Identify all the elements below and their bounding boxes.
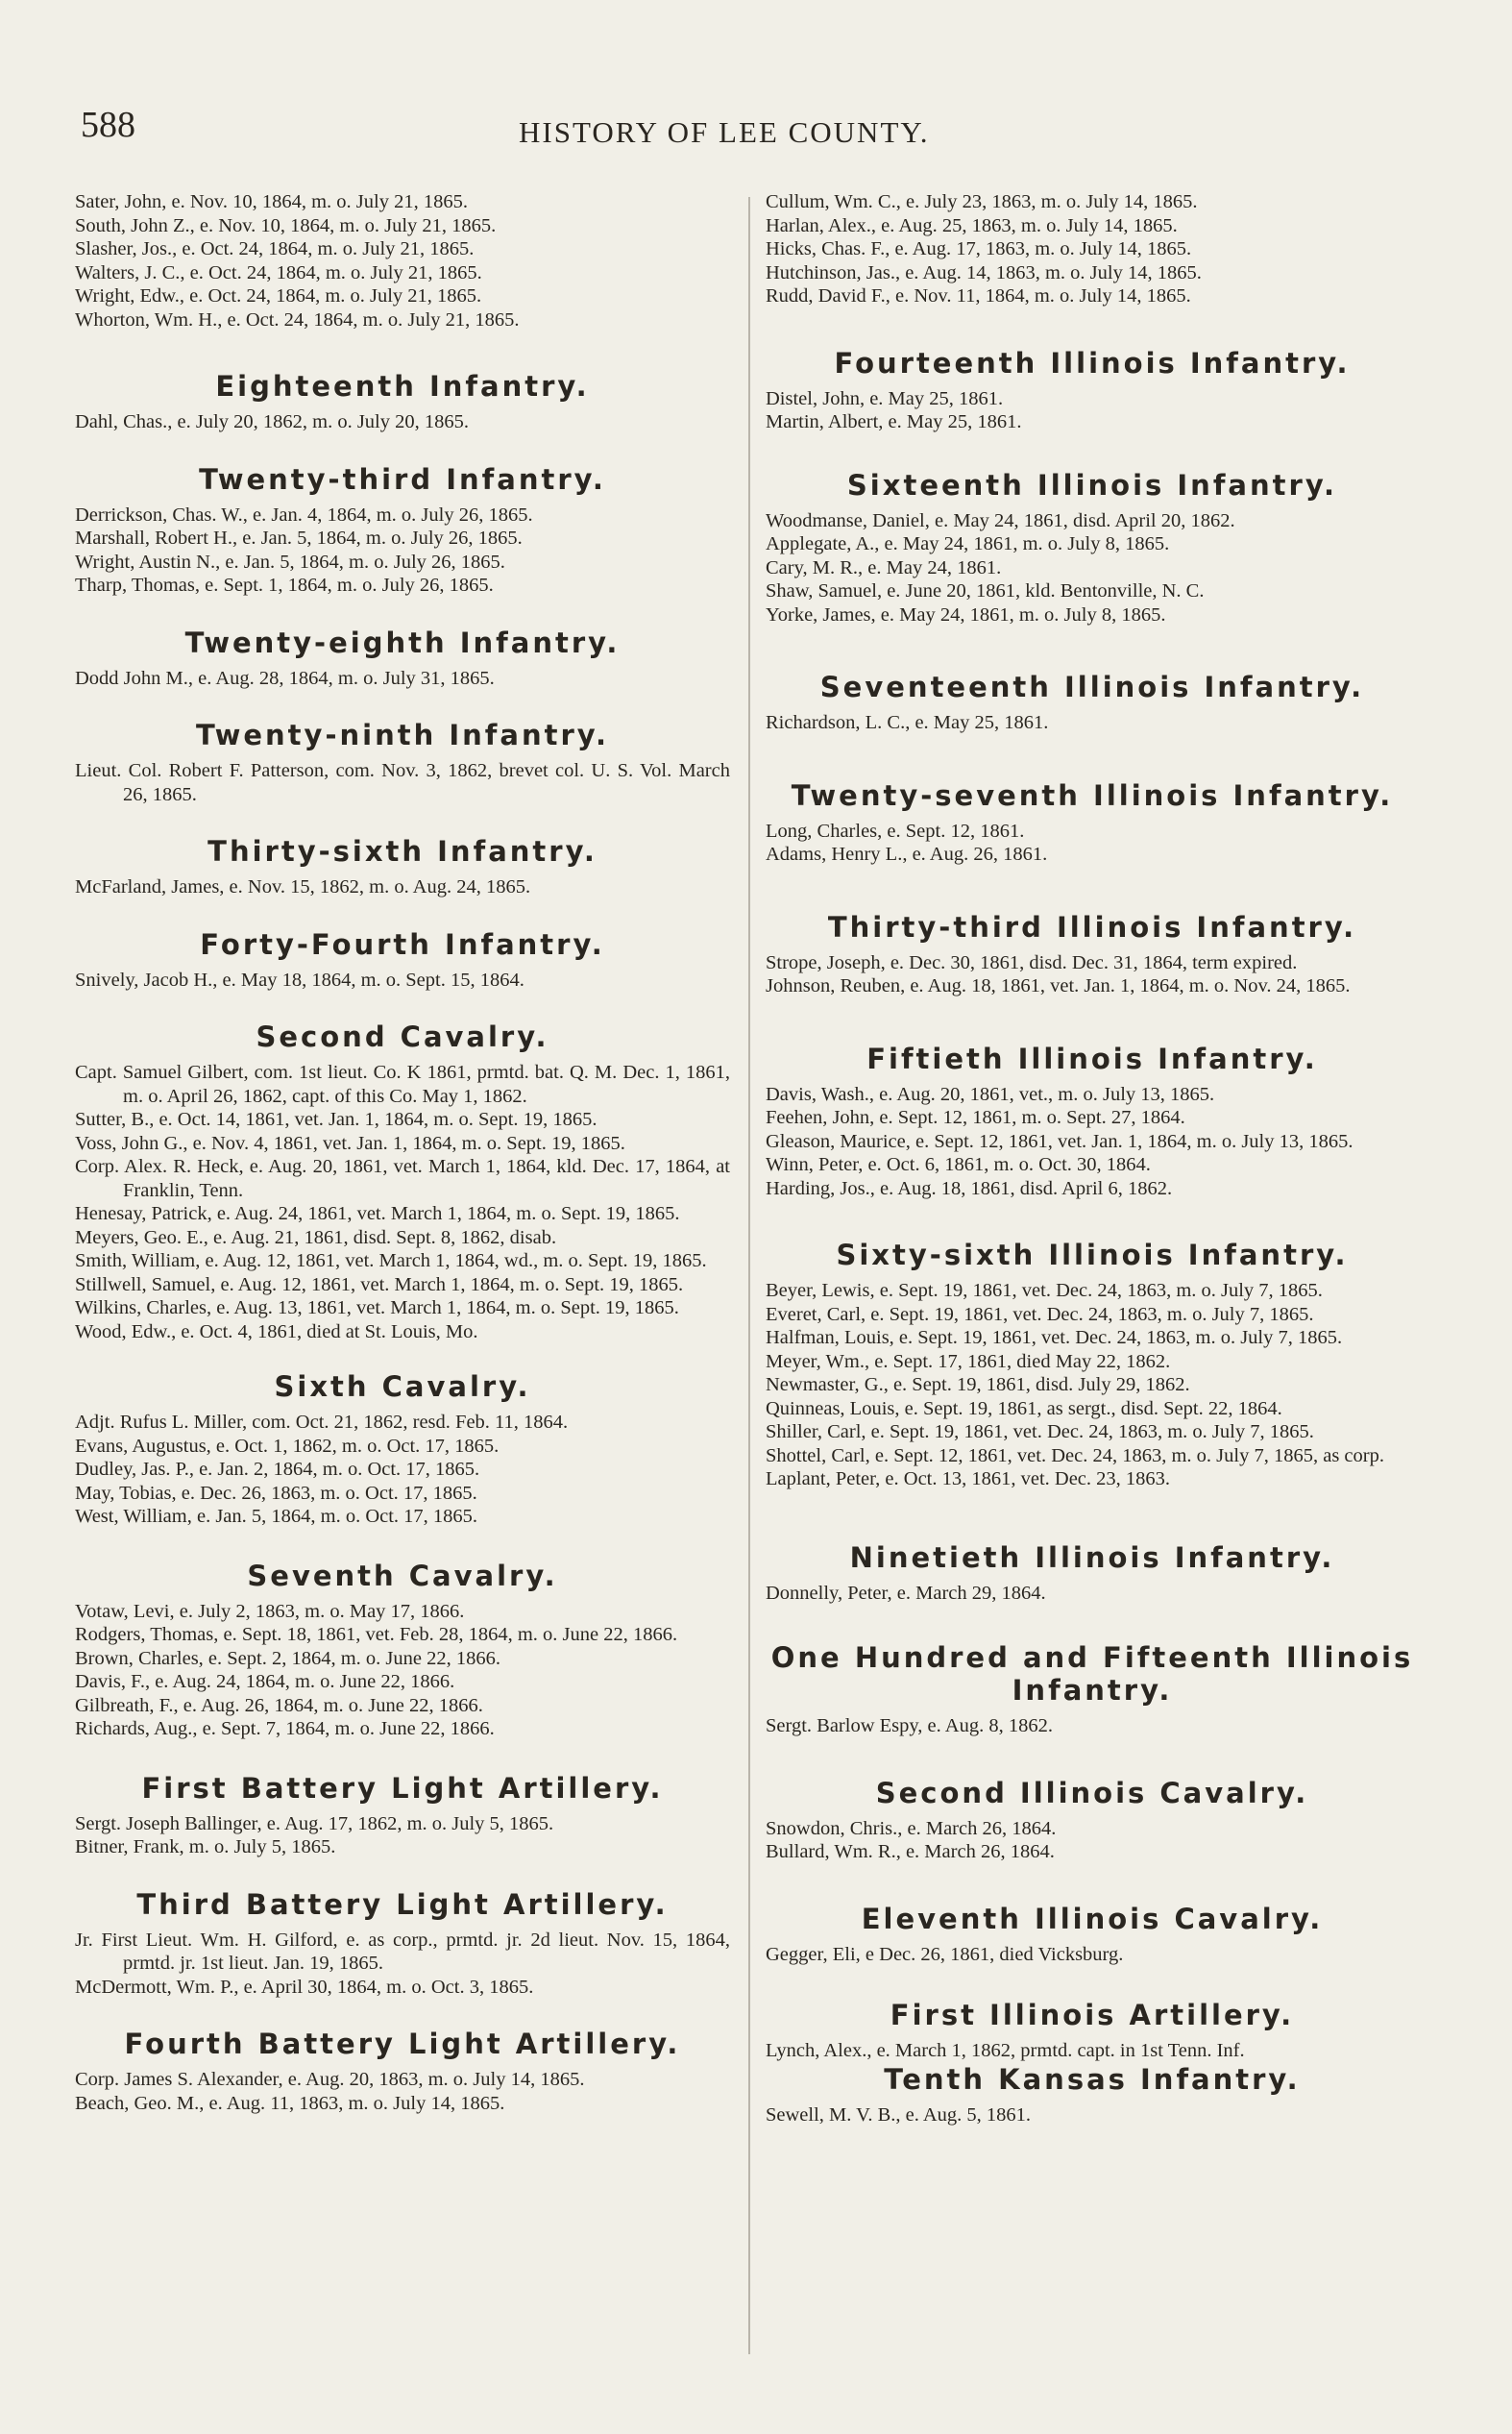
roster-entry: Hicks, Chas. F., e. Aug. 17, 1863, m. o. July 14, 1865. <box>766 238 1192 259</box>
section-heading: Twenty-eighth Infantry. <box>184 626 621 659</box>
section-heading: Eleventh Illinois Cavalry. <box>861 1902 1324 1935</box>
roster-entry: Cullum, Wm. C., e. July 23, 1863, m. o. July 14, 1865. <box>766 191 1198 212</box>
roster-entry: Shiller, Carl, e. Sept. 19, 1861, vet. Dec. 24, 1863, m. o. July 7, 1865. <box>766 1421 1314 1442</box>
regiment-section <box>766 1641 1419 1738</box>
roster-entry: Whorton, Wm. H., e. Oct. 24, 1864, m. o. July 21, 1865. <box>75 308 520 331</box>
section-heading: Twenty-seventh Illinois Infantry. <box>791 778 1394 812</box>
roster-entry: McFarland, James, e. Nov. 15, 1862, m. o. Aug. 24, 1865. <box>75 876 531 897</box>
section-heading: Third Battery Light Artillery. <box>136 1887 669 1921</box>
section-heading: Twenty-ninth Infantry. <box>195 719 610 751</box>
section-heading: Thirty-sixth Infantry. <box>207 835 597 868</box>
regiment-section <box>766 1541 1419 1606</box>
roster-entry: Richards, Aug., e. Sept. 7, 1864, m. o. June 22, 1866. <box>75 1718 495 1739</box>
roster-entry: Shaw, Samuel, e. June 20, 1861, kld. Bentonville, N. C. <box>766 580 1205 602</box>
regiment-section <box>766 1999 1419 2063</box>
regiment-section <box>766 671 1419 735</box>
section-heading: Second Cavalry. <box>256 1020 549 1053</box>
roster-entry: Sergt. Joseph Ballinger, e. Aug. 17, 1862, m. o. July 5, 1865. <box>75 1812 554 1834</box>
roster-entry: Jr. First Lieut. Wm. H. Gilford, e. as corp., prmtd. jr. 2d lieut. Nov. 15, 1864, prmtd. jr. 1st lieut. Jan. 19, 1865. <box>75 1929 730 1974</box>
roster-entry: Walters, J. C., e. Oct. 24, 1864, m. o. July 21, 1865. <box>75 261 482 283</box>
regiment-section <box>75 463 730 598</box>
section-heading: Eighteenth Infantry. <box>215 370 590 403</box>
roster-entry: Capt. Samuel Gilbert, com. 1st lieut. Co. K 1861, prmtd. bat. Q. M. Dec. 1, 1861, m. o. April 26, 1862, capt. of this Co. May 1, 1862. <box>75 1062 730 1107</box>
roster-entry: Adjt. Rufus L. Miller, com. Oct. 21, 1862, resd. Feb. 11, 1864. <box>75 1412 569 1433</box>
roster-entry: Marshall, Robert H., e. Jan. 5, 1864, m. o. July 26, 1865. <box>75 528 523 549</box>
page-number: 588 <box>81 105 135 145</box>
regiment-section <box>766 1903 1419 1967</box>
roster-entry: Martin, Albert, e. May 25, 1861. <box>766 411 1022 432</box>
roster-entry: Sutter, B., e. Oct. 14, 1861, vet. Jan. 1, 1864, m. o. Sept. 19, 1865. <box>75 1109 597 1130</box>
section-heading: Fiftieth Illinois Infantry. <box>866 1042 1318 1075</box>
roster-entry: Strope, Joseph, e. Dec. 30, 1861, disd. Dec. 31, 1864, term expired. <box>766 951 1298 973</box>
section-heading: Sixty-sixth Illinois Infantry. <box>836 1239 1349 1271</box>
regiment-section <box>75 1560 730 1741</box>
roster-entry: Beyer, Lewis, e. Sept. 19, 1861, vet. Dec. 24, 1863, m. o. July 7, 1865. <box>766 1280 1323 1301</box>
left-column <box>75 190 730 2115</box>
regiment-section <box>766 1239 1419 1491</box>
roster-entry: Newmaster, G., e. Sept. 19, 1861, disd. July 29, 1862. <box>766 1374 1190 1395</box>
roster-entry: Snowdon, Chris., e. March 26, 1864. <box>766 1817 1057 1839</box>
roster-entry: Bullard, Wm. R., e. March 26, 1864. <box>766 1841 1055 1862</box>
section-heading: Fourteenth Illinois Infantry. <box>834 346 1351 380</box>
roster-entry: Smith, William, e. Aug. 12, 1861, vet. March 1, 1864, wd., m. o. Sept. 19, 1865. <box>75 1250 707 1271</box>
section-heading: First Battery Light Artillery. <box>141 1771 664 1805</box>
regiment-section <box>75 1888 730 2000</box>
section-heading: Sixth Cavalry. <box>274 1370 531 1403</box>
roster-entry: Meyer, Wm., e. Sept. 17, 1861, died May 22, 1862. <box>766 1350 1171 1372</box>
roster-entry: Sewell, M. V. B., e. Aug. 5, 1861. <box>766 2103 1032 2126</box>
roster-entry: May, Tobias, e. Dec. 26, 1863, m. o. Oct. 17, 1865. <box>75 1482 477 1504</box>
roster-entry: Lieut. Col. Robert F. Patterson, com. Nov. 3, 1862, brevet col. U. S. Vol. March 26, 1865. <box>75 760 730 805</box>
roster-entry: Hutchinson, Jas., e. Aug. 14, 1863, m. o. July 14, 1865. <box>766 261 1202 283</box>
regiment-section <box>766 2063 1419 2127</box>
roster-entry: Gilbreath, F., e. Aug. 26, 1864, m. o. June 22, 1866. <box>75 1694 483 1716</box>
roster-entry: West, William, e. Jan. 5, 1864, m. o. Oct. 17, 1865. <box>75 1506 478 1527</box>
roster-entry: Rodgers, Thomas, e. Sept. 18, 1861, vet. Feb. 28, 1864, m. o. June 22, 1866. <box>75 1624 678 1645</box>
roster-entry: Meyers, Geo. E., e. Aug. 21, 1861, disd. Sept. 8, 1862, disab. <box>75 1226 557 1248</box>
roster-entry: Harlan, Alex., e. Aug. 25, 1863, m. o. July 14, 1865. <box>766 214 1178 236</box>
regiment-section <box>75 370 730 434</box>
roster-entry: Dodd John M., e. Aug. 28, 1864, m. o. July 31, 1865. <box>75 667 495 689</box>
roster-entry: Laplant, Peter, e. Oct. 13, 1861, vet. Dec. 23, 1863. <box>766 1468 1171 1489</box>
section-heading: Ninetieth Illinois Infantry. <box>849 1540 1335 1574</box>
section-heading: Sixteenth Illinois Infantry. <box>846 468 1338 502</box>
roster-entry: McDermott, Wm. P., e. April 30, 1864, m. o. Oct. 3, 1865. <box>75 1976 534 1998</box>
roster-entry: Distel, John, e. May 25, 1861. <box>766 387 1004 409</box>
roster-entry: Donnelly, Peter, e. March 29, 1864. <box>766 1582 1046 1604</box>
roster-entry: Richardson, L. C., e. May 25, 1861. <box>766 712 1049 733</box>
regiment-section <box>766 1777 1419 1864</box>
regiment-section <box>75 1370 730 1529</box>
roster-entry: Rudd, David F., e. Nov. 11, 1864, m. o. July 14, 1865. <box>766 285 1191 307</box>
roster-entry: Quinneas, Louis, e. Sept. 19, 1861, as sergt., disd. Sept. 22, 1864. <box>766 1397 1282 1419</box>
roster-entry: Harding, Jos., e. Aug. 18, 1861, disd. April 6, 1862. <box>766 1177 1173 1199</box>
regiment-section <box>766 347 1419 434</box>
regiment-section <box>75 835 730 899</box>
roster-entry: Cary, M. R., e. May 24, 1861. <box>766 556 1002 578</box>
page-header <box>0 104 1512 161</box>
regiment-section <box>766 190 1419 308</box>
roster-entry: Henesay, Patrick, e. Aug. 24, 1861, vet. March 1, 1864, m. o. Sept. 19, 1865. <box>75 1203 680 1224</box>
roster-entry: Corp. James S. Alexander, e. Aug. 20, 1863, m. o. July 14, 1865. <box>75 2069 585 2090</box>
regiment-section <box>75 190 730 332</box>
roster-entry: Applegate, A., e. May 24, 1861, m. o. July 8, 1865. <box>766 533 1170 554</box>
column-divider <box>748 197 750 2354</box>
section-heading: Forty-Fourth Infantry. <box>200 927 605 961</box>
roster-entry: Johnson, Reuben, e. Aug. 18, 1861, vet. Jan. 1, 1864, m. o. Nov. 24, 1865. <box>766 975 1351 996</box>
section-heading: Seventeenth Illinois Infantry. <box>819 671 1365 703</box>
roster-entry: Bitner, Frank, m. o. July 5, 1865. <box>75 1836 336 1857</box>
roster-entry: South, John Z., e. Nov. 10, 1864, m. o. July 21, 1865. <box>75 214 497 236</box>
roster-entry: Tharp, Thomas, e. Sept. 1, 1864, m. o. July 26, 1865. <box>75 575 494 596</box>
roster-entry: Beach, Geo. M., e. Aug. 11, 1863, m. o. July 14, 1865. <box>75 2092 505 2114</box>
running-head-title: HISTORY OF LEE COUNTY. <box>519 115 930 149</box>
roster-entry: Wilkins, Charles, e. Aug. 13, 1861, vet. March 1, 1864, m. o. Sept. 19, 1865. <box>75 1297 679 1318</box>
roster-entry: Adams, Henry L., e. Aug. 26, 1861. <box>766 844 1048 865</box>
regiment-section <box>75 719 730 806</box>
roster-entry: Winn, Peter, e. Oct. 6, 1861, m. o. Oct. 30, 1864. <box>766 1154 1151 1175</box>
roster-entry: Wood, Edw., e. Oct. 4, 1861, died at St. Louis, Mo. <box>75 1320 478 1342</box>
section-heading: Seventh Cavalry. <box>247 1559 558 1592</box>
roster-entry: Halfman, Louis, e. Sept. 19, 1861, vet. Dec. 24, 1863, m. o. July 7, 1865. <box>766 1327 1343 1348</box>
roster-entry: Voss, John G., e. Nov. 4, 1861, vet. Jan. 1, 1864, m. o. Sept. 19, 1865. <box>75 1132 625 1154</box>
roster-entry: Sater, John, e. Nov. 10, 1864, m. o. July 21, 1865. <box>75 191 468 212</box>
section-heading: First Illinois Artillery. <box>890 1999 1295 2031</box>
roster-entry: Wright, Edw., e. Oct. 24, 1864, m. o. July 21, 1865. <box>75 285 482 307</box>
regiment-section <box>766 911 1419 998</box>
section-heading: One Hundred and Fifteenth Illinois Infantry. <box>770 1641 1414 1707</box>
roster-entry: Evans, Augustus, e. Oct. 1, 1862, m. o. Oct. 17, 1865. <box>75 1435 500 1457</box>
section-heading: Second Illinois Cavalry. <box>875 1776 1309 1809</box>
section-heading: Thirty-third Illinois Infantry. <box>827 910 1357 944</box>
roster-entry: Snively, Jacob H., e. May 18, 1864, m. o. Sept. 15, 1864. <box>75 969 524 991</box>
roster-entry: Corp. Alex. R. Heck, e. Aug. 20, 1861, vet. March 1, 1864, kld. Dec. 17, 1864, at Franklin, Tenn. <box>75 1156 730 1201</box>
roster-entry: Stillwell, Samuel, e. Aug. 12, 1861, vet. March 1, 1864, m. o. Sept. 19, 1865. <box>75 1273 684 1295</box>
right-column <box>766 190 1419 2127</box>
regiment-section <box>75 1772 730 1859</box>
roster-entry: Derrickson, Chas. W., e. Jan. 4, 1864, m. o. July 26, 1865. <box>75 504 533 526</box>
roster-entry: Votaw, Levi, e. July 2, 1863, m. o. May 17, 1866. <box>75 1600 465 1622</box>
roster-entry: Feehen, John, e. Sept. 12, 1861, m. o. Sept. 27, 1864. <box>766 1107 1185 1128</box>
roster-entry: Brown, Charles, e. Sept. 2, 1864, m. o. June 22, 1866. <box>75 1647 500 1669</box>
roster-entry: Yorke, James, e. May 24, 1861, m. o. July 8, 1865. <box>766 603 1166 626</box>
roster-entry: Lynch, Alex., e. March 1, 1862, prmtd. capt. in 1st Tenn. Inf. <box>766 2040 1245 2061</box>
roster-entry: Sergt. Barlow Espy, e. Aug. 8, 1862. <box>766 1715 1053 1736</box>
section-heading: Twenty-third Infantry. <box>199 462 606 496</box>
roster-entry: Shottel, Carl, e. Sept. 12, 1861, vet. Dec. 24, 1863, m. o. July 7, 1865, as corp. <box>766 1444 1384 1466</box>
roster-entry: Slasher, Jos., e. Oct. 24, 1864, m. o. July 21, 1865. <box>75 238 475 259</box>
regiment-section <box>75 1020 730 1343</box>
roster-entry: Wright, Austin N., e. Jan. 5, 1864, m. o. July 26, 1865. <box>75 551 505 573</box>
regiment-section <box>75 627 730 691</box>
section-heading: Tenth Kansas Infantry. <box>884 2062 1301 2096</box>
section-heading: Fourth Battery Light Artillery. <box>124 2028 681 2060</box>
regiment-section <box>766 779 1419 867</box>
roster-entry: Gleason, Maurice, e. Sept. 12, 1861, vet. Jan. 1, 1864, m. o. July 13, 1865. <box>766 1130 1353 1152</box>
roster-entry: Dudley, Jas. P., e. Jan. 2, 1864, m. o. Oct. 17, 1865. <box>75 1459 480 1480</box>
roster-entry: Davis, Wash., e. Aug. 20, 1861, vet., m. o. July 13, 1865. <box>766 1083 1215 1105</box>
regiment-section <box>75 2028 730 2115</box>
roster-entry: Dahl, Chas., e. July 20, 1862, m. o. July 20, 1865. <box>75 411 469 432</box>
regiment-section <box>766 1043 1419 1201</box>
roster-entry: Gegger, Eli, e Dec. 26, 1861, died Vicksburg. <box>766 1943 1124 1965</box>
regiment-section <box>75 928 730 993</box>
roster-entry: Woodmanse, Daniel, e. May 24, 1861, disd. April 20, 1862. <box>766 509 1235 531</box>
roster-entry: Long, Charles, e. Sept. 12, 1861. <box>766 820 1025 842</box>
regiment-section <box>766 469 1419 627</box>
roster-entry: Everet, Carl, e. Sept. 19, 1861, vet. Dec. 24, 1863, m. o. July 7, 1865. <box>766 1303 1314 1325</box>
roster-entry: Davis, F., e. Aug. 24, 1864, m. o. June 22, 1866. <box>75 1671 455 1692</box>
